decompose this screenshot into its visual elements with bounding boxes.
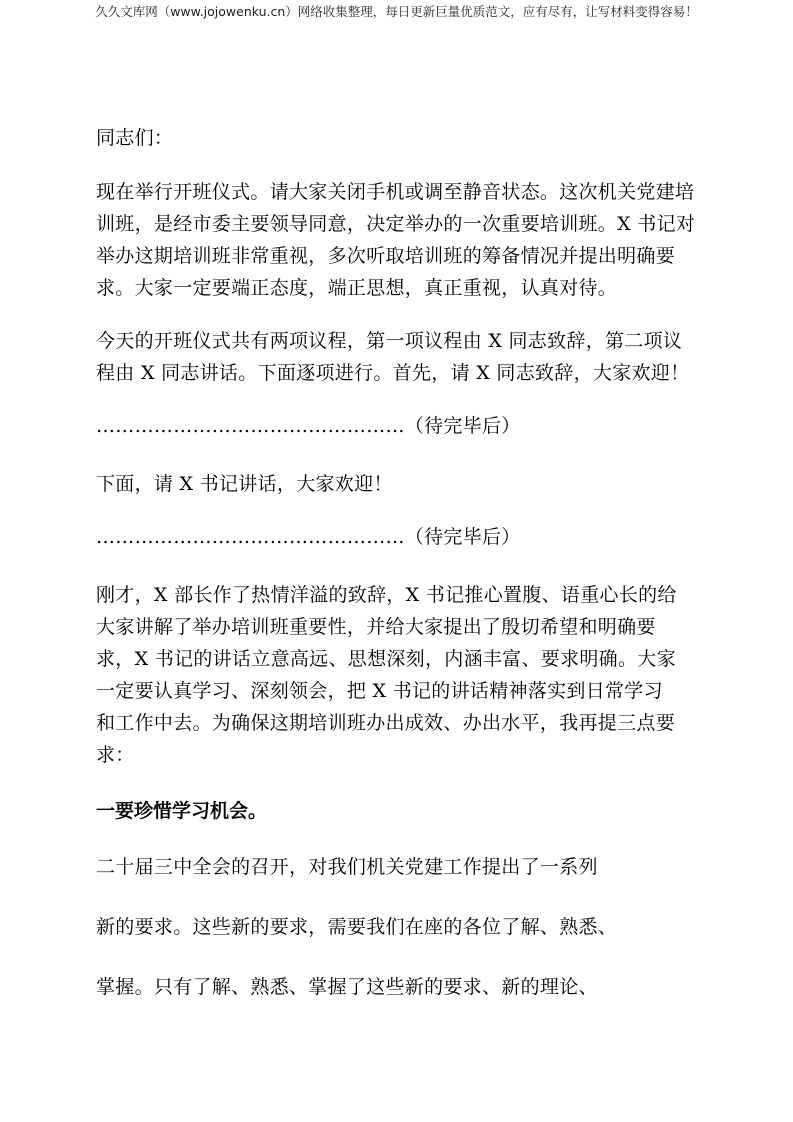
greeting: 同志们：: [96, 127, 174, 149]
paragraph-invite-speech: 下面，请 X 书记讲话，大家欢迎！: [96, 473, 393, 495]
paragraph-line: 二十届三中全会的召开，对我们机关党建工作提出了一系列: [96, 856, 598, 878]
page-header: 久久文库网（www.jojowenku.cn）网络收集整理，每日更新巨量优质范文，应有尽有，让写材料变得容易！: [95, 4, 698, 19]
paragraph-line: 训班，是经市委主要领导同意，决定举办的一次重要培训班。X 书记对: [96, 213, 696, 235]
paragraph-line: 和工作中去。为确保这期培训班办出成效、办出水平，我再提三点要: [96, 712, 676, 734]
paragraph-line: 求，X 书记的讲话立意高远、思想深刻，内涵丰富、要求明确。大家: [96, 648, 676, 670]
paragraph-line: 新的要求。这些新的要求，需要我们在座的各位了解、熟悉、: [96, 916, 618, 938]
paragraph-summary: [96, 579, 706, 771]
paragraph-line: 求。大家一定要端正态度，端正思想，真正重视，认真对待。: [96, 277, 618, 299]
paragraph-line: 掌握。只有了解、熟悉、掌握了这些新的要求、新的理论、: [96, 976, 598, 998]
paragraph-line: 程由 X 同志讲话。下面逐项进行。首先，请 X 同志致辞，大家欢迎！: [96, 362, 690, 384]
paragraph-opening: [96, 176, 706, 304]
paragraph-line: 今天的开班仪式共有两项议程，第一项议程由 X 同志致辞，第二项议: [96, 330, 683, 352]
document-body: [96, 122, 706, 1031]
paragraph-line: 求：: [96, 744, 135, 766]
paragraph-line: 刚才，X 部长作了热情洋溢的致辞，X 书记推心置腹、语重心长的给: [96, 584, 677, 606]
paragraph-agenda: [96, 325, 706, 389]
pause-marker: …………………………………………（待完毕后）: [96, 415, 521, 437]
pause-marker: …………………………………………（待完毕后）: [96, 526, 521, 548]
section-heading: 一要珍惜学习机会。: [96, 800, 268, 822]
paragraph-line: 大家讲解了举办培训班重要性，并给大家提出了殷切希望和明确要: [96, 616, 656, 638]
paragraph-line: 一定要认真学习、深刻领会，把 X 书记的讲话精神落实到日常学习: [96, 680, 663, 702]
paragraph-line: 现在举行开班仪式。请大家关闭手机或调至静音状态。这次机关党建培: [96, 181, 695, 203]
paragraph-line: 举办这期培训班非常重视，多次听取培训班的筹备情况并提出明确要: [96, 245, 676, 267]
